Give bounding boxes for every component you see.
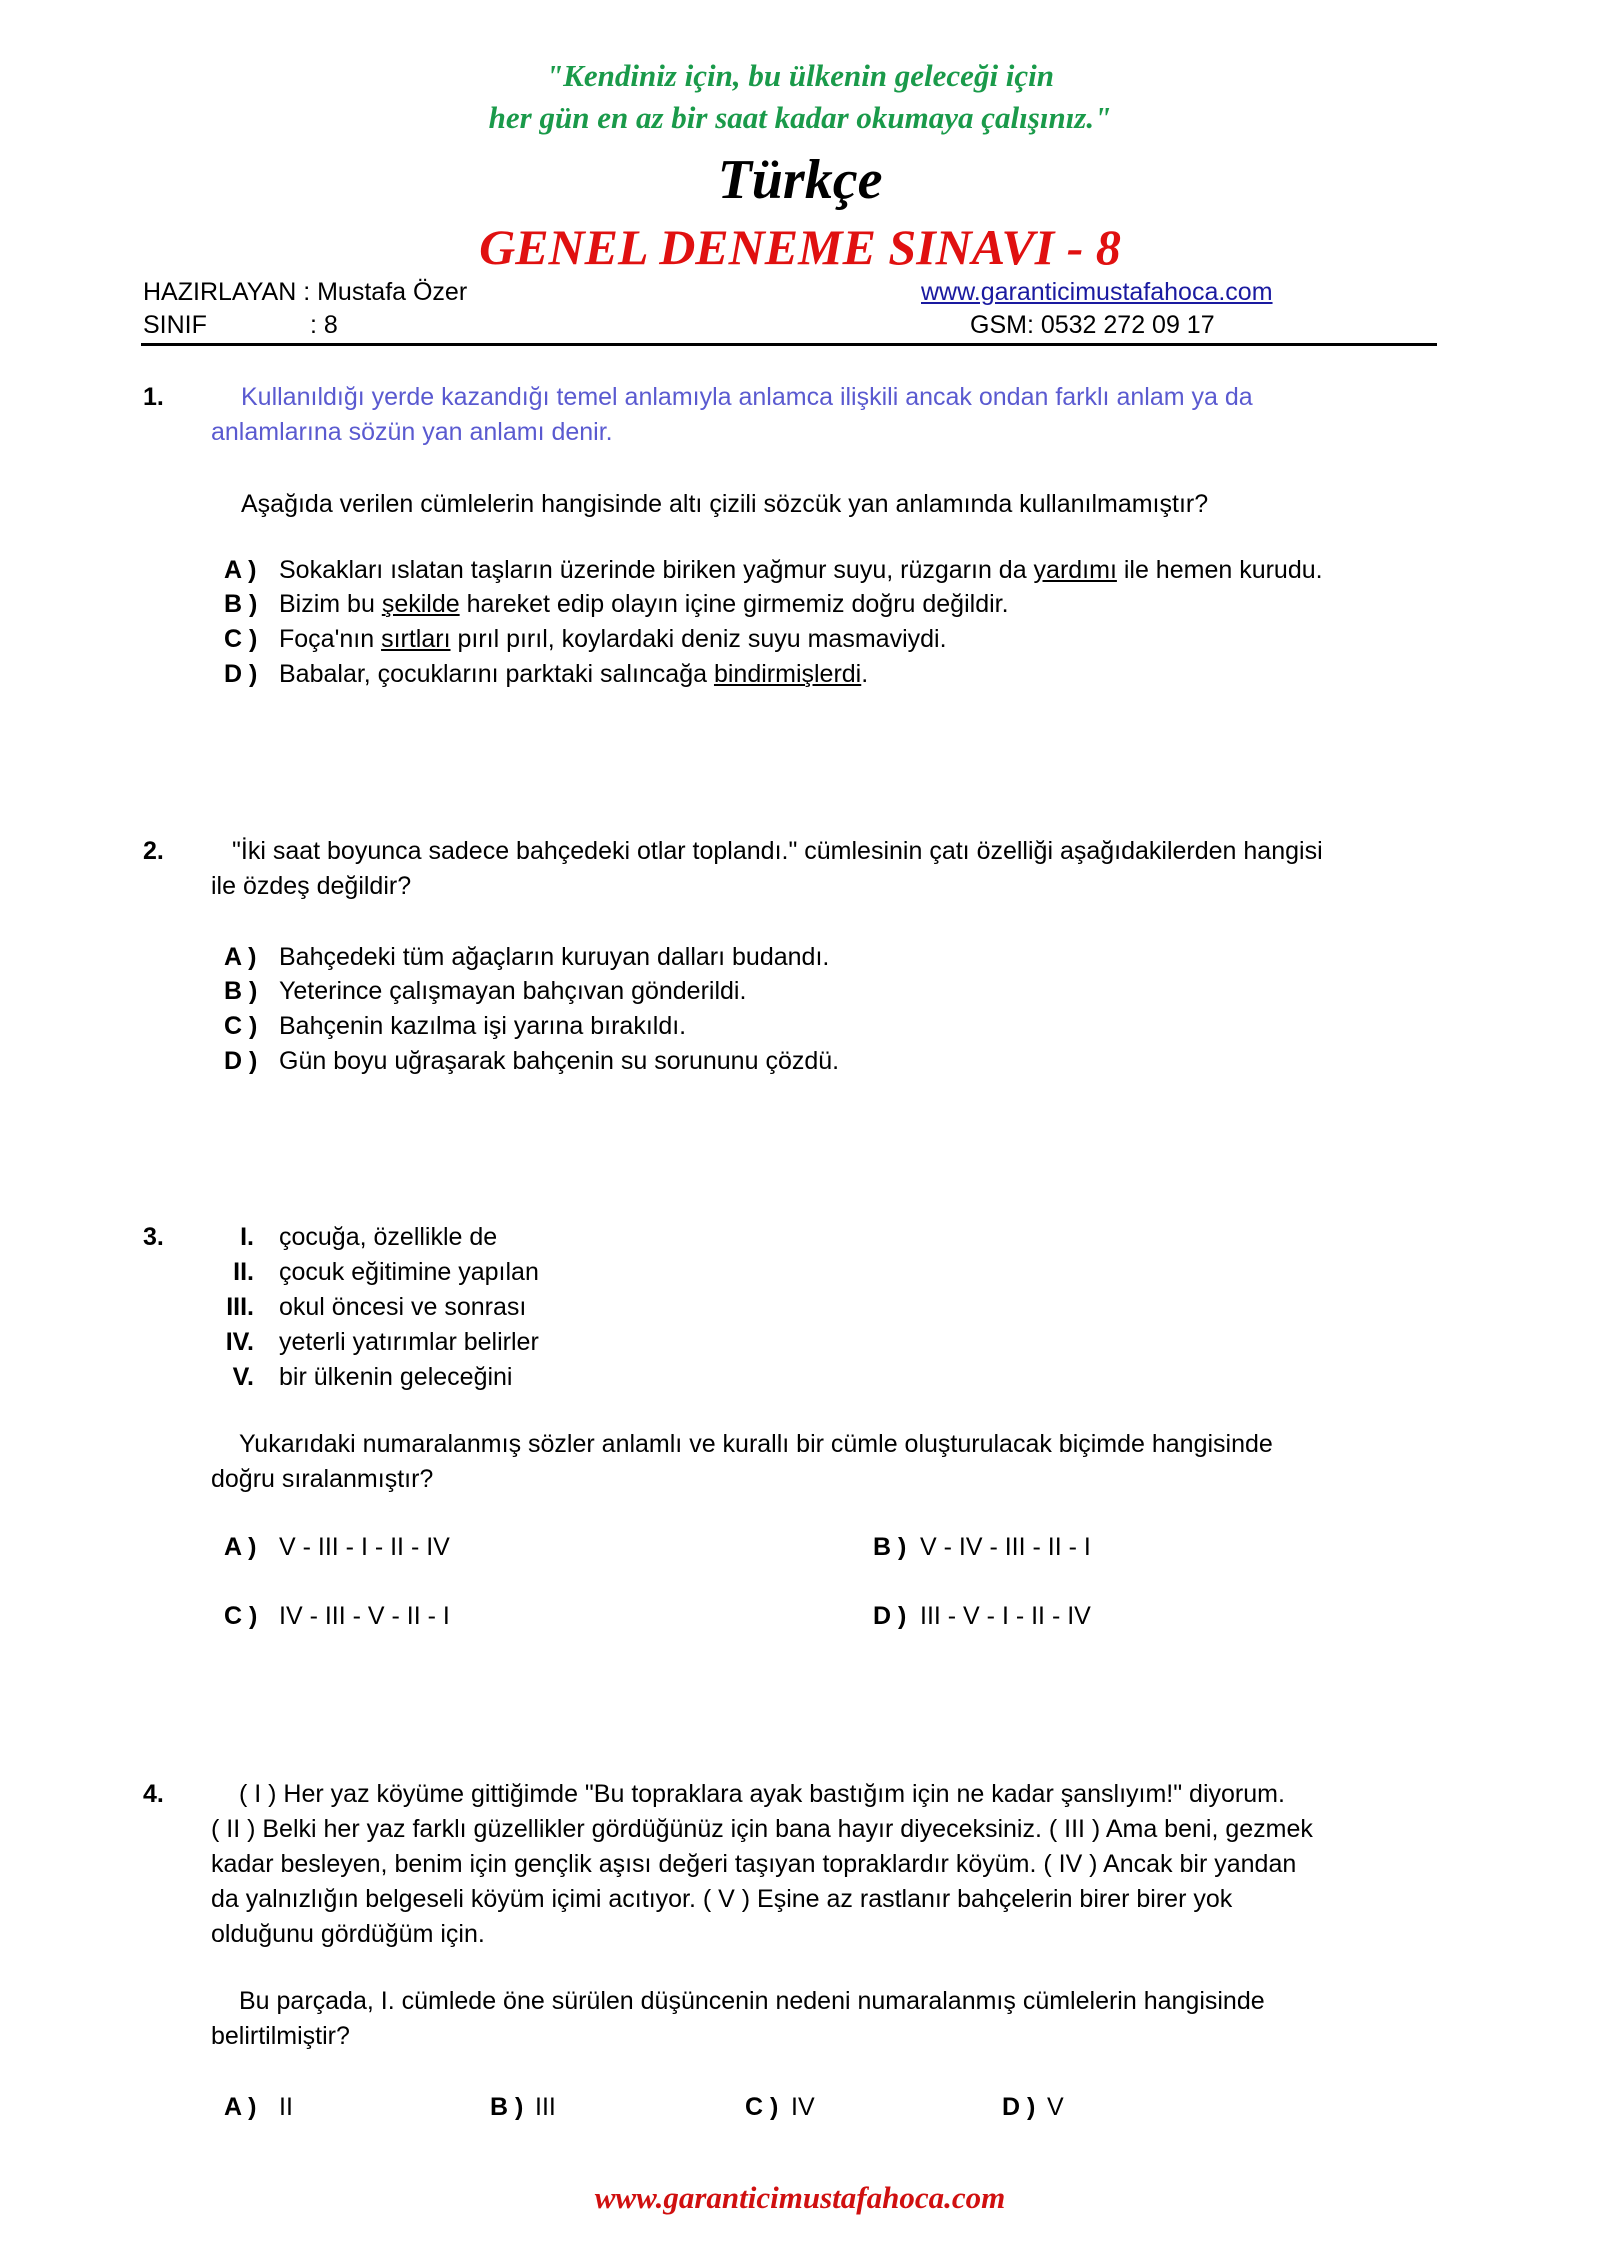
exam-title: GENEL DENEME SINAVI - 8 [479, 219, 1121, 275]
question-number: 1. [143, 383, 164, 411]
motto-line-1: "Kendiniz için, bu ülkenin geleceği için [545, 58, 1055, 93]
option-text-c[interactable]: IV [791, 2093, 815, 2121]
option-text-c[interactable]: Bahçenin kazılma işi yarına bırakıldı. [279, 1012, 687, 1040]
question-number: 2. [143, 837, 164, 865]
passage-line-5: olduğunu gördüğüm için. [211, 1920, 485, 1948]
footer-website[interactable]: www.garanticimustafahoca.com [594, 2180, 1006, 2215]
option-text-c[interactable]: Foça'nın sırtları pırıl pırıl, koylardaki deniz suyu masmaviydi. [279, 625, 947, 653]
question-prompt-line-2: ile özdeş değildir? [211, 872, 412, 900]
passage-line-1: ( I ) Her yaz köyüme gittiğimde "Bu topraklara ayak bastığım için ne kadar şanslıyım!" diyorum. [239, 1780, 1285, 1808]
header-divider [141, 343, 1437, 346]
question-prompt-line-1: "İki saat boyunca sadece bahçedeki otlar toplandı." cümlesinin çatı özelliği aşağıdakilerden hangisi [232, 837, 1323, 865]
option-label-a[interactable]: A ) [224, 1533, 257, 1561]
gsm-number: GSM: 0532 272 09 17 [970, 311, 1215, 339]
numbered-phrase: yeterli yatırımlar belirler [279, 1328, 539, 1356]
passage-line-2: ( II ) Belki her yaz farklı güzellikler gördüğünüz için bana hayır diyeceksiniz. ( III ) Ama beni, gezmek [211, 1815, 1313, 1843]
option-label-d[interactable]: D ) [873, 1602, 907, 1630]
option-text-b[interactable]: III [535, 2093, 556, 2121]
option-text-a[interactable]: V - III - I - II - IV [279, 1533, 450, 1561]
option-label-b[interactable]: B ) [490, 2093, 524, 2121]
option-text-c[interactable]: IV - III - V - II - I [279, 1602, 450, 1630]
question-prompt: Aşağıda verilen cümlelerin hangisinde altı çizili sözcük yan anlamında kullanılmamıştır? [241, 490, 1209, 518]
underlined-word: bindirmişlerdi [713, 660, 862, 688]
numbered-phrase: bir ülkenin geleceğini [279, 1363, 513, 1391]
author-label: HAZIRLAYAN : Mustafa Özer [143, 278, 468, 306]
option-label-c[interactable]: C ) [224, 625, 258, 653]
underlined-word: yardımı [1033, 556, 1117, 584]
option-label-b[interactable]: B ) [224, 590, 258, 618]
passage-line-3: kadar besleyen, benim için gençlik aşısı değeri taşıyan topraklardır köyüm. ( IV ) Ancak bir yandan [211, 1850, 1297, 1878]
option-label-a[interactable]: A ) [224, 943, 257, 971]
passage-line-4: da yalnızlığın belgeseli köyüm içimi acıtıyor. ( V ) Eşine az rastlanır bahçelerin birer birer yok [211, 1885, 1233, 1913]
option-text-a[interactable]: Sokakları ıslatan taşların üzerinde biriken yağmur suyu, rüzgarın da yardımı ile hemen kurudu. [279, 556, 1323, 584]
roman-numeral: IV. [225, 1328, 254, 1356]
option-label-b[interactable]: B ) [224, 977, 258, 1005]
subject-title: Türkçe [717, 149, 883, 211]
question-prompt-line-2: belirtilmiştir? [211, 2022, 350, 2050]
question-number: 3. [143, 1223, 164, 1251]
option-text-b[interactable]: Yeterince çalışmayan bahçıvan gönderildi. [279, 977, 747, 1005]
option-text-b[interactable]: V - IV - III - II - I [920, 1533, 1091, 1561]
option-label-b[interactable]: B ) [873, 1533, 907, 1561]
option-label-c[interactable]: C ) [224, 1012, 258, 1040]
option-label-d[interactable]: D ) [224, 1047, 258, 1075]
option-text-d[interactable]: V [1047, 2093, 1064, 2121]
option-label-a[interactable]: A ) [224, 2093, 257, 2121]
numbered-phrase: okul öncesi ve sonrası [279, 1293, 527, 1321]
question-prompt-line-2: doğru sıralanmıştır? [211, 1465, 434, 1493]
question-number: 4. [143, 1780, 164, 1808]
option-label-a[interactable]: A ) [224, 556, 257, 584]
underlined-word: şekilde [381, 590, 460, 618]
roman-numeral: III. [226, 1293, 254, 1321]
numbered-phrase: çocuk eğitimine yapılan [279, 1258, 539, 1286]
class-label: SINIF [143, 311, 207, 339]
roman-numeral: II. [233, 1258, 254, 1286]
option-label-d[interactable]: D ) [1002, 2093, 1036, 2121]
option-label-d[interactable]: D ) [224, 660, 258, 688]
numbered-phrase: çocuğa, özellikle de [279, 1223, 498, 1251]
info-text-line-2: anlamlarına sözün yan anlamı denir. [211, 418, 613, 446]
question-prompt-line-1: Bu parçada, I. cümlede öne sürülen düşüncenin nedeni numaralanmış cümlelerin hangisinde [239, 1987, 1265, 2015]
roman-numeral: I. [240, 1223, 254, 1251]
header-website-link[interactable]: www.garanticimustafahoca.com [921, 278, 1273, 306]
option-text-d[interactable]: III - V - I - II - IV [920, 1602, 1091, 1630]
roman-numeral: V. [232, 1363, 254, 1391]
info-text-line-1: Kullanıldığı yerde kazandığı temel anlamıyla anlamca ilişkili ancak ondan farklı anlam ya da [241, 383, 1253, 411]
underlined-word: sırtları [381, 625, 451, 653]
option-text-b[interactable]: Bizim bu şekilde hareket edip olayın içine girmemiz doğru değildir. [279, 590, 1009, 618]
option-label-c[interactable]: C ) [224, 1602, 258, 1630]
option-text-d[interactable]: Gün boyu uğraşarak bahçenin su sorununu çözdü. [279, 1047, 840, 1075]
option-text-d[interactable]: Babalar, çocuklarını parktaki salıncağa bindirmişlerdi. [279, 660, 869, 688]
option-text-a[interactable]: II [279, 2093, 293, 2121]
option-text-a[interactable]: Bahçedeki tüm ağaçların kuruyan dalları budandı. [279, 943, 830, 971]
class-value: : 8 [310, 311, 338, 339]
question-prompt-line-1: Yukarıdaki numaralanmış sözler anlamlı ve kurallı bir cümle oluşturulacak biçimde hangisinde [239, 1430, 1273, 1458]
option-label-c[interactable]: C ) [745, 2093, 779, 2121]
motto-line-2: her gün en az bir saat kadar okumaya çalışınız." [488, 100, 1112, 135]
